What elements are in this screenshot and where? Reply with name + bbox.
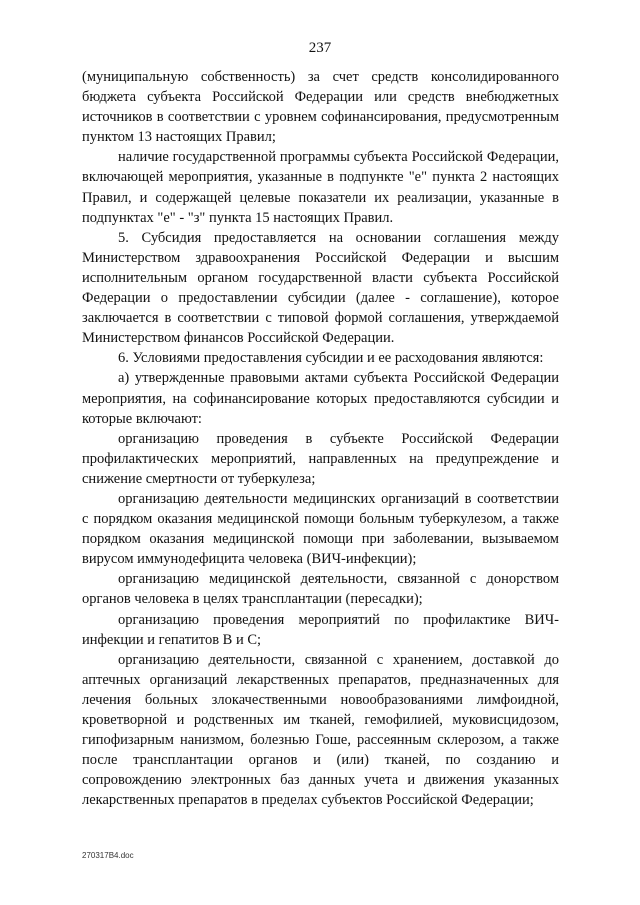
page-number: 237 [308, 40, 332, 56]
paragraph: организацию проведения мероприятий по профилактике ВИЧ-инфекции и гепатитов B и C; [82, 611, 559, 648]
paragraph: 6. Условиями предоставления субсидии и ее расходования являются: [118, 350, 544, 367]
paragraph: организацию деятельности, связанной с хранением, доставкой до аптечных организаций лекарственных препаратов, предназначенных для лечения больных злокачественными новообразованиями лимфоидной, кроветворной и родственных им тканей, гемофилией, муковисцидозом, гипофизарным нанизмом, болезнью Гоше, рассеянным склерозом, а также после трансплантации органов и (или) тканей, по созданию и сопровождению электронных баз данных учета и движения указанных лекарственных препаратов в пределах субъектов Российской Федерации; [82, 651, 559, 809]
paragraph: 5. Субсидия предоставляется на основании соглашения между Министерством здравоохранения Российской Федерации и высшим исполнительным органом государственной власти субъекта Российской Федерации о предоставлении субсидии (далее - соглашение), которое заключается в соответствии с типовой формой соглашения, утверждаемой Министерством финансов Российской Федерации. [82, 229, 559, 347]
paragraph: организацию деятельности медицинских организаций в соответствии с порядком оказания медицинской помощи больным туберкулезом, а также порядком оказания медицинской помощи при заболевании, вызываемом вирусом иммунодефицита человека (ВИЧ-инфекции); [82, 490, 559, 568]
paragraph: организацию проведения в субъекте Российской Федерации профилактических мероприятий, направленных на предупреждение и снижение смертности от туберкулеза; [82, 430, 559, 487]
paragraph: (муниципальную собственность) за счет средств консолидированного бюджета субъекта Российской Федерации или средств внебюджетных источников в соответствии с уровнем софинансирования, предусмотренным пунктом 13 настоящих Правил; [82, 69, 559, 146]
paragraph: а) утвержденные правовыми актами субъекта Российской Федерации мероприятия, на софинансирование которых предоставляются субсидии и которые включают: [82, 370, 559, 427]
paragraph: организацию медицинской деятельности, связанной с донорством органов человека в целях трансплантации (пересадки); [82, 571, 559, 608]
footer-filename: 270317B4.doc [82, 851, 134, 860]
body-text [82, 67, 559, 810]
paragraph: наличие государственной программы субъекта Российской Федерации, включающей мероприятия, указанные в подпункте "е" пункта 2 настоящих Правил, и содержащей целевые показатели их реализации, указанные в подпунктах "е" - "з" пункта 15 настоящих Правил. [82, 149, 559, 226]
